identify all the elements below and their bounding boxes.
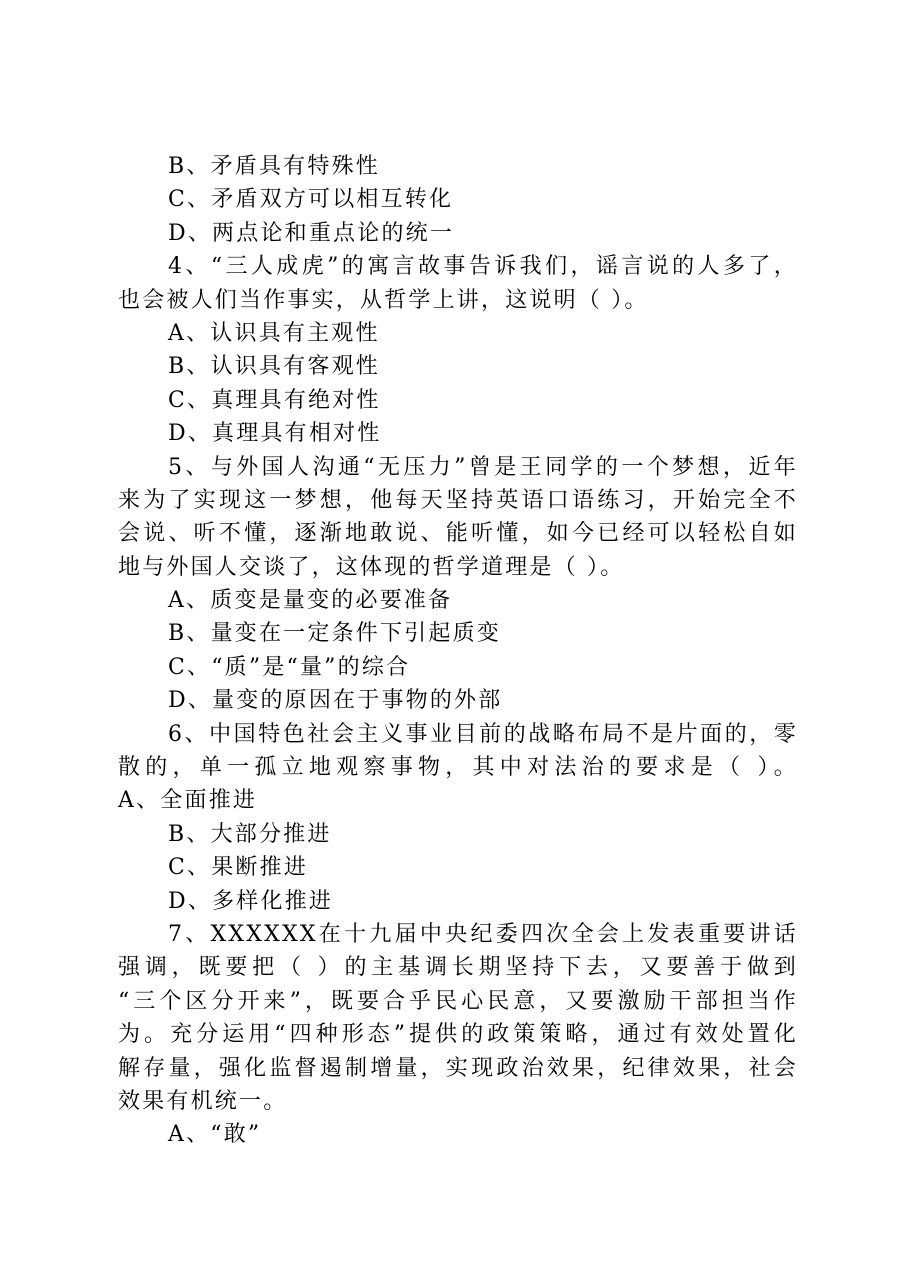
text-line: B、矛盾具有特殊性 <box>168 154 380 179</box>
text-line: 地与外国人交谈了，这体现的哲学道理是（ ）。 <box>118 554 625 580</box>
text-line: “三个区分开来”，既要合乎民心民意，又要激励干部担当作 <box>118 988 798 1014</box>
text-line: C、果断推进 <box>168 855 309 881</box>
text-line: 7、XXXXXX在十九届中央纪委四次全会上发表重要讲话 <box>168 921 798 947</box>
text-line: 解存量，强化监督遏制增量，实现政治效果，纪律效果，社会 <box>118 1055 798 1081</box>
document-body <box>118 150 798 1152</box>
text-line: D、真理具有相对性 <box>168 421 382 447</box>
text-line: 也会被人们当作事实，从哲学上讲，这说明（ ）。 <box>118 287 649 313</box>
text-line: C、矛盾双方可以相互转化 <box>168 187 454 213</box>
text-line: B、认识具有客观性 <box>168 354 380 380</box>
text-line: 散的，单一孤立地观察事物，其中对法治的要求是（ ）。 <box>118 755 798 781</box>
text-line: B、大部分推进 <box>168 821 332 847</box>
text-line: D、多样化推进 <box>168 888 334 914</box>
text-line: 来为了实现这一梦想，他每天坚持英语口语练习，开始完全不 <box>118 487 798 513</box>
text-line: 4、“三人成虎”的寓言故事告诉我们，谣言说的人多了， <box>168 254 798 280</box>
text-line: D、两点论和重点论的统一 <box>168 220 455 246</box>
text-line: C、“质”是“量”的综合 <box>168 654 411 680</box>
text-line: A、认识具有主观性 <box>168 320 380 346</box>
text-line: D、量变的原因在于事物的外部 <box>168 688 503 714</box>
text-line: C、真理具有绝对性 <box>168 387 381 413</box>
text-line: 为。充分运用“四种形态”提供的政策策略，通过有效处置化 <box>118 1022 798 1048</box>
text-line: 强调，既要把（ ）的主基调长期坚持下去，又要善于做到 <box>118 955 798 981</box>
text-line: 6、中国特色社会主义事业目前的战略布局不是片面的，零 <box>168 721 798 747</box>
text-line: B、量变在一定条件下引起质变 <box>168 621 501 647</box>
text-line: 效果有机统一。 <box>118 1088 288 1114</box>
text-line: A、“敢” <box>168 1122 262 1148</box>
text-line: A、全面推进 <box>118 788 258 814</box>
text-line: 会说、听不懂，逐渐地敢说、能听懂，如今已经可以轻松自如 <box>118 521 798 547</box>
text-line: A、质变是量变的必要准备 <box>168 588 453 614</box>
text-line: 5、与外国人沟通“无压力”曾是王同学的一个梦想，近年 <box>168 454 798 480</box>
